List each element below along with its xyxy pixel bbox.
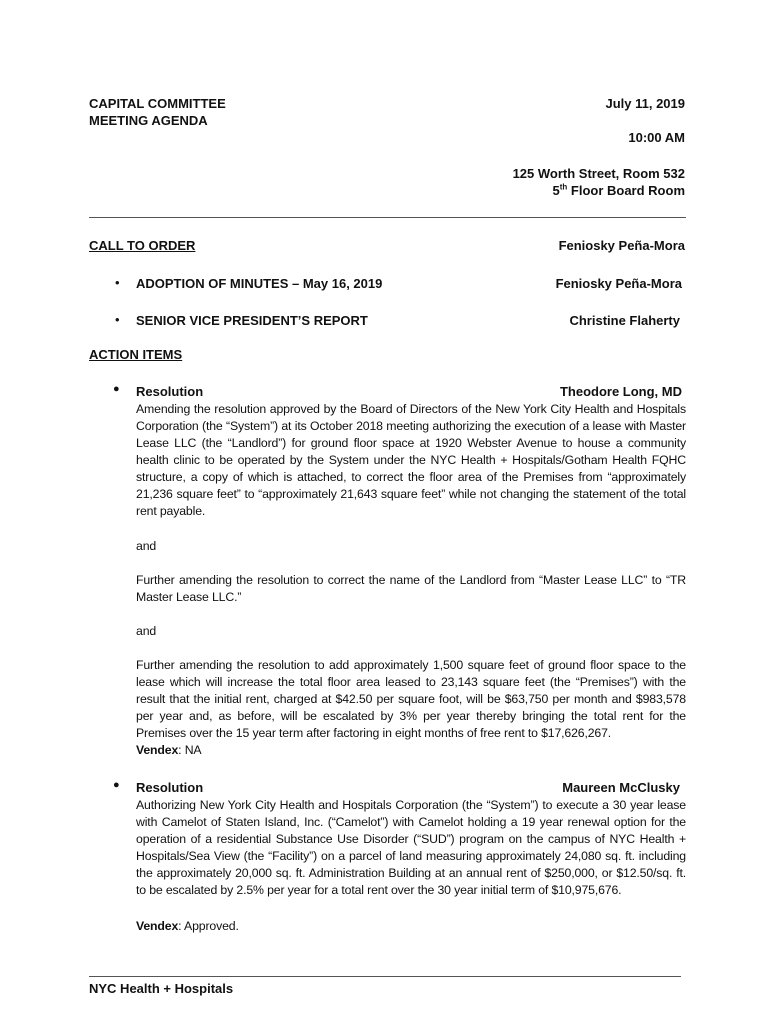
- resolution-1-paragraph-1: Amending the resolution approved by the Board of Directors of the New York City Health and Hospitals Corporation (the “System”) at its October 2018 meeting authorizing the execution of a lease with Master Lease LLC (the “Landlord”) for ground floor space at 1920 Webster Avenue to house a community health clinic to be operated by the System under the NYC Health + Hospitals/Gotham Health FQHC structure, a copy of which is attached, to correct the floor area of the Premises from “approximately 21,236 square feet” to “approximately 21,643 square feet” while not changing the statement of the total rent payable.: [136, 402, 686, 518]
- resolution-2-title: Resolution: [136, 780, 204, 795]
- vendex-label: Vendex: [136, 743, 179, 757]
- resolution-1-presenter: Theodore Long, MD: [559, 384, 682, 399]
- resolution-2-presenter: Maureen McClusky: [562, 780, 680, 795]
- resolution-1-and-1: and: [136, 539, 157, 553]
- floor-superscript: th: [559, 182, 568, 192]
- bullet-icon: ●: [113, 383, 120, 395]
- footer-divider: [89, 976, 681, 977]
- meeting-address: 125 Worth Street, Room 532: [512, 166, 685, 181]
- resolution-1-vendex: [136, 742, 686, 759]
- floor-text: Floor Board Room: [567, 183, 685, 198]
- resolution-1-paragraph-2: Further amending the resolution to correct the name of the Landlord from “Master Lease LLC” to “TR Master Lease LLC.”: [136, 573, 686, 604]
- meeting-floor: [552, 182, 685, 199]
- adoption-presenter: Feniosky Peña-Mora: [555, 276, 682, 291]
- footer-org: NYC Health + Hospitals: [89, 981, 234, 996]
- call-to-order-heading: CALL TO ORDER: [89, 238, 196, 253]
- call-to-order-presenter: Feniosky Peña-Mora: [558, 238, 685, 253]
- svp-report-presenter: Christine Flaherty: [569, 313, 680, 328]
- resolution-1-paragraph-3: Further amending the resolution to add approximately 1,500 square feet of ground floor space to the lease which will increase the total floor area leased to 23,143 square feet (the “Premises”) with the result that the initial rent, charged at $42.50 per square foot, will be $63,750 per month and $983,578 per year and, as before, will be escalated by 3% per year thereby bringing the total rent for the Premises over the 15 year term after factoring in eight months of free rent to $17,626,267.: [136, 658, 686, 740]
- bullet-icon: •: [115, 312, 120, 327]
- adoption-of-minutes: ADOPTION OF MINUTES – May 16, 2019: [136, 276, 383, 291]
- resolution-1-title: Resolution: [136, 384, 204, 399]
- title-line-2: MEETING AGENDA: [89, 113, 208, 128]
- vendex-value: : Approved.: [178, 919, 239, 933]
- header-divider: [89, 217, 686, 218]
- floor-number: 5: [552, 183, 560, 198]
- bullet-icon: •: [115, 275, 120, 290]
- bullet-icon: ●: [113, 779, 120, 791]
- committee-title: [89, 95, 226, 129]
- resolution-2-vendex: [136, 918, 686, 935]
- resolution-1-and-2: and: [136, 624, 157, 638]
- action-items-heading: ACTION ITEMS: [89, 347, 183, 362]
- meeting-time: 10:00 AM: [628, 130, 685, 145]
- resolution-2-paragraph-1: Authorizing New York City Health and Hospitals Corporation (the “System”) to execute a 30 year lease with Camelot of Staten Island, Inc. (“Camelot”) with Camelot holding a 19 year renewal option for the operation of a residential Substance Use Disorder (“SUD”) program on the campus of NYC Health + Hospitals/Sea View (the “Facility”) on a parcel of land measuring approximately 24,080 sq. ft. including the approximately 20,000 sq. ft. Administration Building at an annual rent of $250,000, or $12.50/sq. ft. to be escalated by 2.5% per year for a total rent over the 30 year initial term of $10,975,676.: [136, 798, 686, 897]
- meeting-date: July 11, 2019: [605, 96, 685, 111]
- vendex-value: : NA: [178, 743, 202, 757]
- title-line-1: CAPITAL COMMITTEE: [89, 96, 226, 111]
- svp-report: SENIOR VICE PRESIDENT’S REPORT: [136, 313, 368, 328]
- vendex-label: Vendex: [136, 919, 179, 933]
